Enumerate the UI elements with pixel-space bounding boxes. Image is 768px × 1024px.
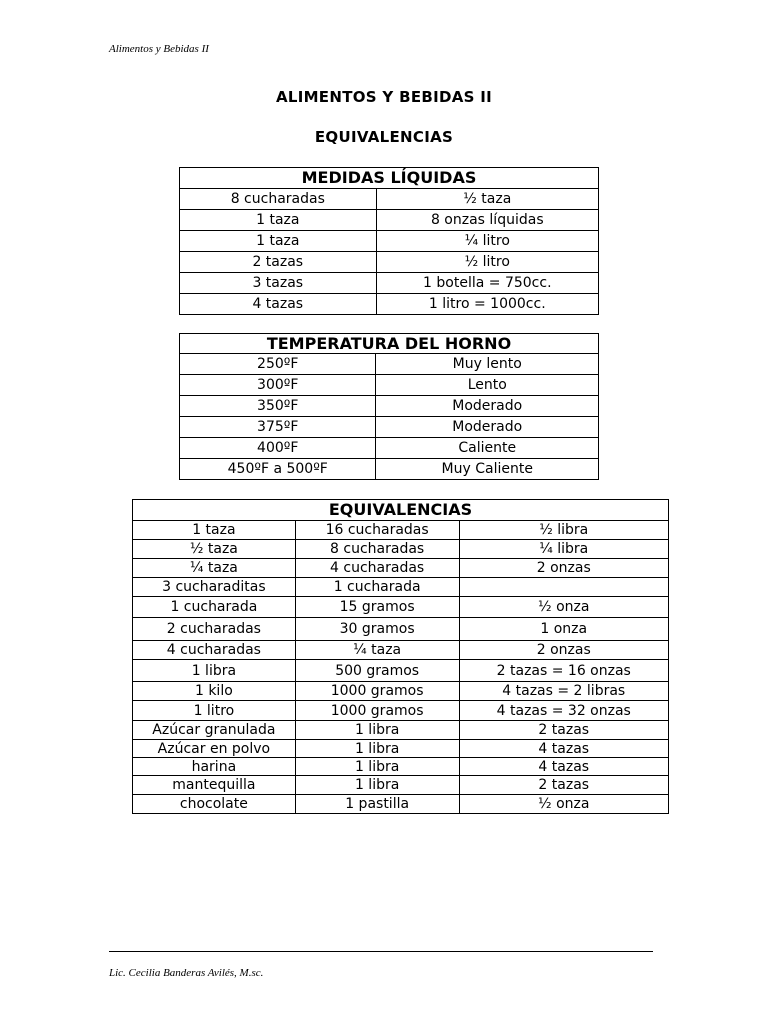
table-row <box>133 721 669 740</box>
table-cell: 500 gramos <box>295 660 459 682</box>
table-cell: ½ litro <box>376 252 598 273</box>
footer-divider <box>109 951 653 952</box>
table-row <box>133 682 669 701</box>
table-cell: 1 libra <box>295 758 459 776</box>
table-row <box>133 618 669 641</box>
table-cell: 2 tazas <box>459 721 669 740</box>
table-cell: 1 kilo <box>133 682 296 701</box>
table-row <box>180 459 599 480</box>
table-cell: 1 taza <box>180 210 377 231</box>
table-cell: 4 tazas <box>459 758 669 776</box>
table-cell: ½ taza <box>376 189 598 210</box>
table-cell: Moderado <box>376 417 599 438</box>
table-row <box>133 597 669 618</box>
table-cell: mantequilla <box>133 776 296 795</box>
table-cell: 1 libra <box>295 776 459 795</box>
table-row <box>133 521 669 540</box>
table-cell: Moderado <box>376 396 599 417</box>
liquid-measures-table <box>179 167 599 315</box>
table-row <box>180 396 599 417</box>
table-row <box>133 641 669 660</box>
table-cell: 8 cucharadas <box>180 189 377 210</box>
table-cell: ½ libra <box>459 521 669 540</box>
table-cell: Caliente <box>376 438 599 459</box>
table-row <box>133 660 669 682</box>
table-row <box>180 231 599 252</box>
table-cell: 16 cucharadas <box>295 521 459 540</box>
table-row <box>133 701 669 721</box>
liquid-measures-body <box>180 189 599 315</box>
table-cell: ½ taza <box>133 540 296 559</box>
table-row <box>180 438 599 459</box>
table-cell: Muy lento <box>376 354 599 375</box>
table-cell: 15 gramos <box>295 597 459 618</box>
equivalences-table <box>132 499 669 814</box>
table-cell: 2 tazas <box>180 252 377 273</box>
table-row <box>133 559 669 578</box>
table-cell: 1 litro = 1000cc. <box>376 294 598 315</box>
table-cell: ½ onza <box>459 795 669 814</box>
table-cell: Muy Caliente <box>376 459 599 480</box>
table-cell: 1 pastilla <box>295 795 459 814</box>
table-cell: 1 taza <box>180 231 377 252</box>
table-cell: 1000 gramos <box>295 701 459 721</box>
table-cell: 400ºF <box>180 438 376 459</box>
equivalences-body <box>133 521 669 814</box>
table-cell: ¼ taza <box>133 559 296 578</box>
table-row <box>133 540 669 559</box>
table-cell: 250ºF <box>180 354 376 375</box>
table-cell: 2 tazas <box>459 776 669 795</box>
table-cell: ¼ libra <box>459 540 669 559</box>
table-row <box>133 795 669 814</box>
oven-temperature-title: TEMPERATURA DEL HORNO <box>180 334 599 354</box>
table-cell: 3 cucharaditas <box>133 578 296 597</box>
table-cell <box>459 578 669 597</box>
table-cell: Azúcar en polvo <box>133 740 296 758</box>
table-cell: 1 cucharada <box>133 597 296 618</box>
table-cell: chocolate <box>133 795 296 814</box>
table-row <box>180 273 599 294</box>
table-row <box>180 252 599 273</box>
table-cell: 2 onzas <box>459 559 669 578</box>
document-subtitle: EQUIVALENCIAS <box>314 128 454 146</box>
table-cell: ¼ taza <box>295 641 459 660</box>
table-cell: 4 tazas <box>459 740 669 758</box>
oven-temperature-body <box>180 354 599 480</box>
table-cell: Lento <box>376 375 599 396</box>
table-cell: 1 libra <box>133 660 296 682</box>
table-cell: 2 onzas <box>459 641 669 660</box>
table-cell: 1000 gramos <box>295 682 459 701</box>
table-cell: 1 cucharada <box>295 578 459 597</box>
table-row <box>180 210 599 231</box>
table-cell: 4 tazas = 32 onzas <box>459 701 669 721</box>
table-cell: 350ºF <box>180 396 376 417</box>
table-cell: 1 libra <box>295 721 459 740</box>
table-row <box>133 776 669 795</box>
table-cell: 1 taza <box>133 521 296 540</box>
table-row <box>133 740 669 758</box>
table-cell: 4 cucharadas <box>295 559 459 578</box>
table-cell: 30 gramos <box>295 618 459 641</box>
table-cell: ¼ litro <box>376 231 598 252</box>
table-row <box>180 354 599 375</box>
table-cell: 8 cucharadas <box>295 540 459 559</box>
table-cell: Azúcar granulada <box>133 721 296 740</box>
liquid-measures-title: MEDIDAS LÍQUIDAS <box>180 168 599 189</box>
document-title: ALIMENTOS Y BEBIDAS II <box>275 88 493 106</box>
table-cell: ½ onza <box>459 597 669 618</box>
table-cell: 1 onza <box>459 618 669 641</box>
table-cell: 375ºF <box>180 417 376 438</box>
table-row <box>133 758 669 776</box>
table-cell: 450ºF a 500ºF <box>180 459 376 480</box>
table-cell: 4 tazas <box>180 294 377 315</box>
footer-author: Lic. Cecilia Banderas Avilés, M.sc. <box>109 967 264 979</box>
table-cell: 4 tazas = 2 libras <box>459 682 669 701</box>
table-cell: 8 onzas líquidas <box>376 210 598 231</box>
equivalences-title: EQUIVALENCIAS <box>133 500 669 521</box>
table-cell: 4 cucharadas <box>133 641 296 660</box>
table-row <box>180 417 599 438</box>
table-row <box>180 189 599 210</box>
table-cell: 1 litro <box>133 701 296 721</box>
oven-temperature-table <box>179 333 599 480</box>
running-header: Alimentos y Bebidas II <box>109 43 209 55</box>
table-row <box>133 578 669 597</box>
table-cell: harina <box>133 758 296 776</box>
table-cell: 1 botella = 750cc. <box>376 273 598 294</box>
table-cell: 3 tazas <box>180 273 377 294</box>
table-cell: 2 tazas = 16 onzas <box>459 660 669 682</box>
table-cell: 300ºF <box>180 375 376 396</box>
table-row <box>180 294 599 315</box>
table-cell: 1 libra <box>295 740 459 758</box>
table-cell: 2 cucharadas <box>133 618 296 641</box>
table-row <box>180 375 599 396</box>
